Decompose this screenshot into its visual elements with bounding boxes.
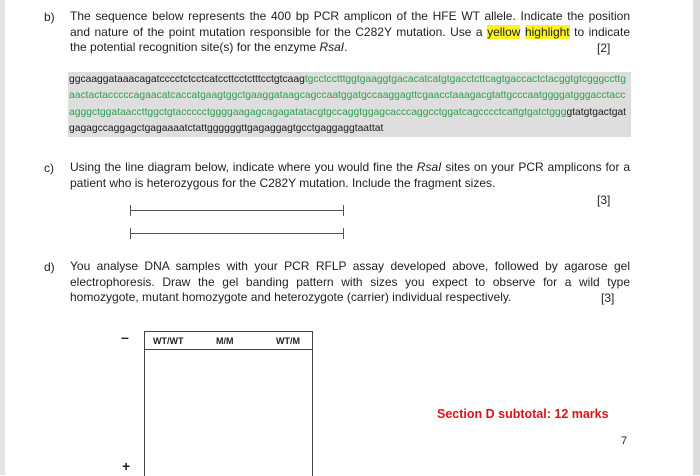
question-c-text: Using the line diagram below, indicate where you would fine the RsaI sites on your PCR amplicons for a patient who is heterozygous for the C282Y mutation. Include the fragment sizes. <box>70 160 630 190</box>
amplicon-line-1-right-end <box>343 205 344 216</box>
gel-positive-sign: + <box>122 458 131 474</box>
question-d-label: d) <box>44 260 55 274</box>
gel-lane-wt-m: WT/M <box>276 336 300 346</box>
amplicon-line-2-right-end <box>343 228 344 239</box>
amplicon-line-2-left-end <box>130 228 131 239</box>
gel-lane-m-m: M/M <box>216 336 234 346</box>
amplicon-line-2 <box>130 233 344 234</box>
section-subtotal: Section D subtotal: 12 marks <box>437 407 609 421</box>
yellow-highlight-word: yellow <box>487 24 521 39</box>
question-b-label: b) <box>44 10 55 24</box>
enzyme-name: RsaI <box>319 40 345 54</box>
gel-negative-sign: – <box>121 329 129 345</box>
dna-sequence-block <box>68 72 631 137</box>
question-b-marks: [2] <box>597 41 611 55</box>
gel-box <box>144 331 313 476</box>
question-d-marks: [3] <box>601 291 615 305</box>
question-c-marks: [3] <box>597 193 611 207</box>
sequence-end-black: gtatgtgactgatgagagccaggagctgagaaaatctattggggggttgagaggagtgcctgaggaggtaattat <box>69 106 627 134</box>
question-c-label: c) <box>44 161 54 175</box>
amplicon-line-1 <box>130 210 344 211</box>
sequence-start-black: ggcaaggataaacagatcccctctcctcatccttcctctttcctgtcaag <box>69 74 305 85</box>
sequence-green-region: tgcctcctttggtgaaggtgacacatcatgtgacctcttcagtgaccactctacggtgtcgggccttgaactactacccccagaacatcaccatgaagtggctgaaggataagcagccaatggatgccaaggagttcgaacctaaagacgtattgcccaatggggatgggacctaccagggctggataaccttggctgtaccccctggggaagagcagagatatacgtgccaggtggagcacccaggcctggatcagcccctcattgtgatctggg <box>69 74 626 118</box>
left-margin-bar <box>0 0 5 475</box>
question-d-text: You analyse DNA samples with your PCR RFLP assay developed above, followed by agarose gel electrophoresis. Draw the gel banding pattern with sizes you expect to observe for a wild type homozygote, mutant homozygote and heterozygote (carrier) individual respectively. <box>70 259 630 304</box>
right-margin-bar <box>693 0 700 475</box>
amplicon-line-1-left-end <box>130 205 131 216</box>
gel-lane-wt-wt: WT/WT <box>153 336 184 346</box>
page-number: 7 <box>621 435 628 447</box>
highlight-word: highlight <box>524 24 570 39</box>
question-b-text: The sequence below represents the 400 bp PCR amplicon of the HFE WT allele. Indicate the position and nature of the point mutation responsible for the C282Y mutation. Use a yellow highlight to indicate the potential recognition site(s) for the enzyme RsaI. <box>70 9 630 54</box>
gel-header-divider <box>144 349 312 350</box>
enzyme-name-c: RsaI <box>416 160 442 174</box>
